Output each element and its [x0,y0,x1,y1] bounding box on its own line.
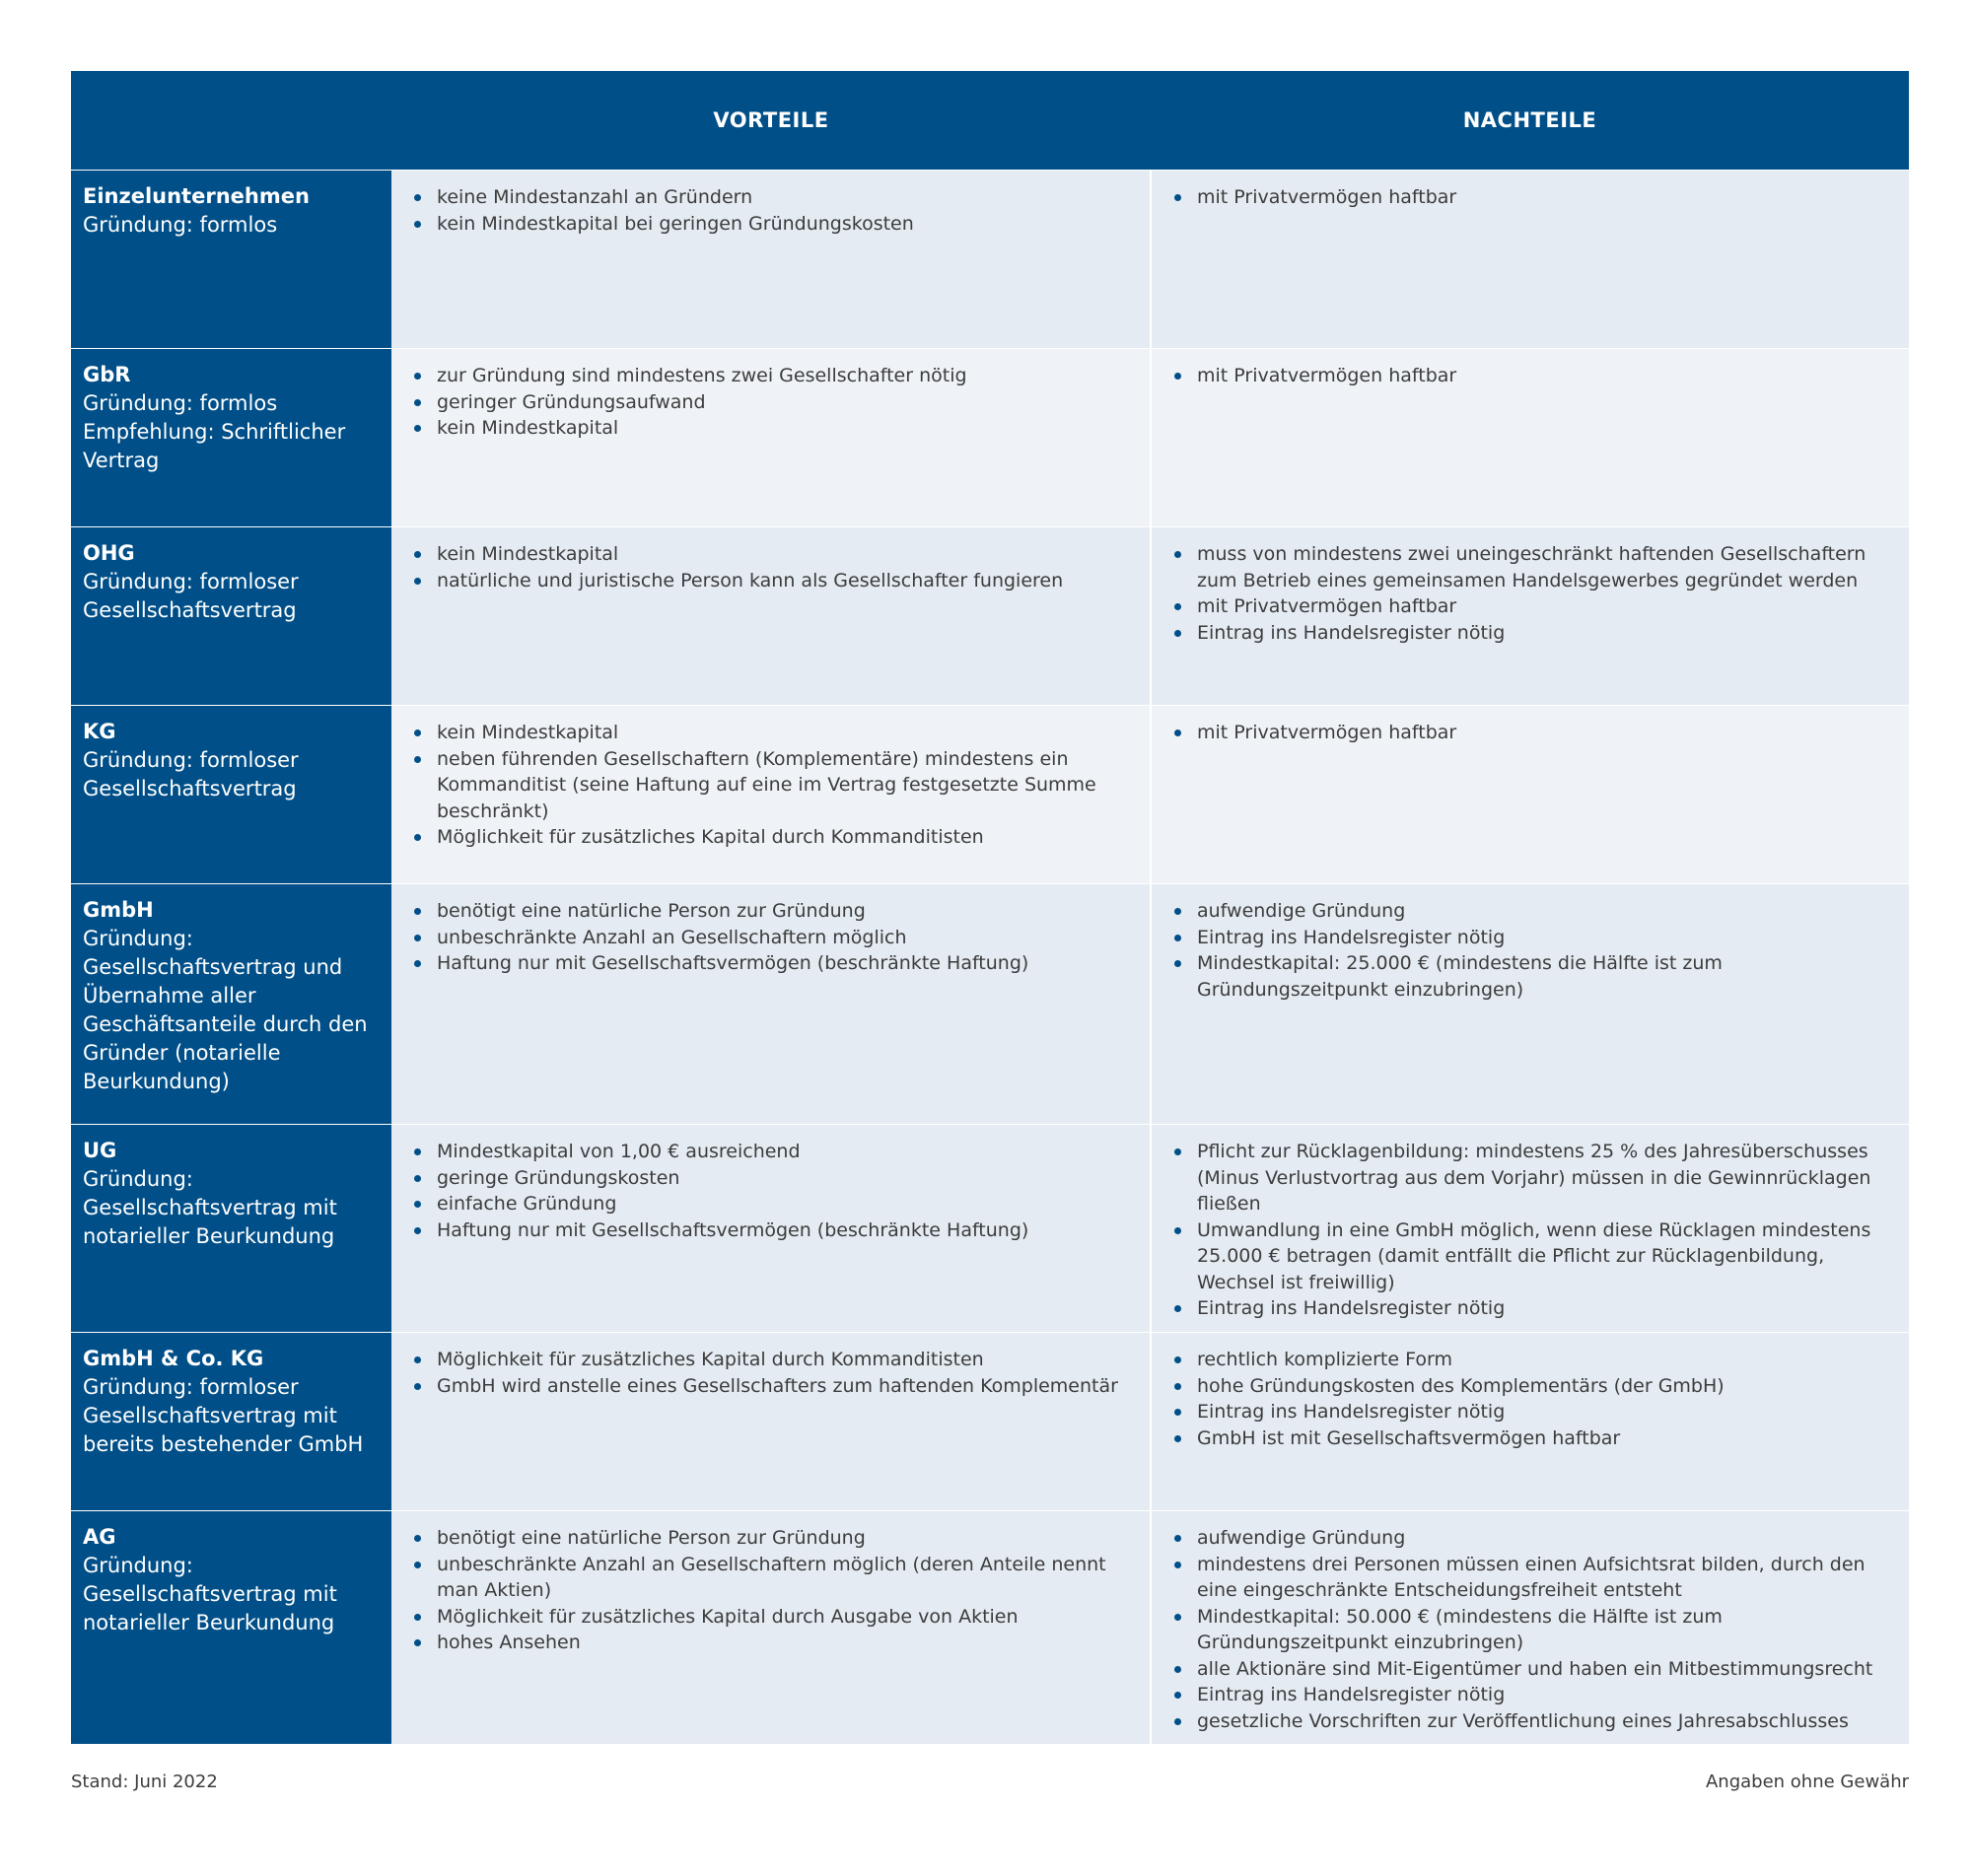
list-item: benötigt eine natürliche Person zur Gründung [411,1525,1132,1552]
table-header [71,71,1909,171]
cons-cell [1151,706,1909,884]
legal-form-name: Einzelunternehmen [83,184,310,208]
table-row [71,1511,1909,1744]
cons-list [1171,363,1891,389]
list-item: Eintrag ins Handelsregister nötig [1171,620,1891,647]
legal-form-description: Gründung: formloser Gesellschaftsvertrag [83,748,299,800]
legal-form-description: Gründung: Gesellschaftsvertrag mit notarieller Beurkundung [83,1554,337,1634]
list-item: Möglichkeit für zusätzliches Kapital durch Kommanditisten [411,1347,1132,1373]
legal-form-name: KG [83,720,116,743]
list-item: rechtlich komplizierte Form [1171,1347,1891,1373]
table-body [71,171,1909,1744]
list-item: GmbH ist mit Gesellschaftsvermögen haftbar [1171,1425,1891,1452]
legal-forms-comparison-table [71,71,1909,1744]
list-item: mit Privatvermögen haftbar [1171,363,1891,389]
cons-cell [1151,1333,1909,1511]
list-item: Eintrag ins Handelsregister nötig [1171,1682,1891,1708]
legal-form-cell [71,349,391,527]
legal-form-name: GmbH & Co. KG [83,1347,264,1370]
legal-form-description: Gründung: formlos Empfehlung: Schriftlicher Vertrag [83,391,346,472]
list-item: hohes Ansehen [411,1630,1132,1656]
legal-form-cell [71,171,391,349]
legal-form-name: GmbH [83,898,154,922]
list-item: geringer Gründungsaufwand [411,389,1132,416]
list-item: neben führenden Gesellschaftern (Komplementäre) mindestens ein Kommanditist (seine Haftung auf eine im Vertrag festgesetzte Summe beschränkt) [411,746,1132,825]
pros-list [411,720,1132,851]
legal-form-description: Gründung: Gesellschaftsvertrag mit notarieller Beurkundung [83,1167,337,1248]
list-item: hohe Gründungskosten des Komplementärs (der GmbH) [1171,1373,1891,1400]
list-item: Eintrag ins Handelsregister nötig [1171,925,1891,951]
pros-cell [391,706,1151,884]
list-item: benötigt eine natürliche Person zur Gründung [411,898,1132,925]
list-item: Möglichkeit für zusätzliches Kapital durch Ausgabe von Aktien [411,1604,1132,1631]
legal-form-name: UG [83,1139,117,1162]
table-row [71,706,1909,884]
list-item: Umwandlung in eine GmbH möglich, wenn diese Rücklagen mindestens 25.000 € betragen (damit entfällt die Pflicht zur Rücklagenbildung, Wechsel ist freiwillig) [1171,1217,1891,1296]
pros-cell [391,1125,1151,1333]
legal-form-name: GbR [83,363,131,386]
list-item: unbeschränkte Anzahl an Gesellschaftern möglich (deren Anteile nennt man Aktien) [411,1552,1132,1604]
pros-cell [391,884,1151,1125]
list-item: mit Privatvermögen haftbar [1171,184,1891,211]
pros-list [411,898,1132,977]
legal-form-cell [71,706,391,884]
list-item: alle Aktionäre sind Mit-Eigentümer und haben ein Mitbestimmungsrecht [1171,1656,1891,1683]
list-item: Mindestkapital: 25.000 € (mindestens die Hälfte ist zum Gründungszeitpunkt einzubringen) [1171,950,1891,1003]
pros-list [411,1139,1132,1243]
list-item: zur Gründung sind mindestens zwei Gesellschafter nötig [411,363,1132,389]
legal-form-description: Gründung: formloser Gesellschaftsvertrag mit bereits bestehender GmbH [83,1375,364,1456]
cons-cell [1151,349,1909,527]
list-item: Haftung nur mit Gesellschaftsvermögen (beschränkte Haftung) [411,950,1132,977]
cons-cell [1151,527,1909,706]
list-item: kein Mindestkapital [411,415,1132,442]
pros-cell [391,527,1151,706]
legal-form-cell [71,1511,391,1744]
legal-form-name: OHG [83,541,135,565]
pros-cell [391,171,1151,349]
cons-list [1171,184,1891,211]
cons-list [1171,1347,1891,1451]
pros-list [411,363,1132,442]
header-empty-cell [71,71,391,171]
legal-form-cell [71,1125,391,1333]
list-item: Eintrag ins Handelsregister nötig [1171,1295,1891,1322]
list-item: GmbH wird anstelle eines Gesellschafters zum haftenden Komplementär [411,1373,1132,1400]
pros-list [411,1347,1132,1399]
pros-list [411,184,1132,237]
list-item: geringe Gründungskosten [411,1165,1132,1192]
cons-cell [1151,1511,1909,1744]
pros-cell [391,1333,1151,1511]
list-item: aufwendige Gründung [1171,898,1891,925]
legal-form-cell [71,1333,391,1511]
legal-form-name: AG [83,1525,116,1549]
list-item: kein Mindestkapital [411,541,1132,568]
footer-date: Stand: Juni 2022 [71,1772,218,1792]
list-item: mindestens drei Personen müssen einen Aufsichtsrat bilden, durch den eine eingeschränkte Entscheidungsfreiheit entsteht [1171,1552,1891,1604]
list-item: unbeschränkte Anzahl an Gesellschaftern möglich [411,925,1132,951]
list-item: einfache Gründung [411,1191,1132,1217]
cons-cell [1151,884,1909,1125]
table-row [71,1333,1909,1511]
list-item: mit Privatvermögen haftbar [1171,593,1891,620]
list-item: keine Mindestanzahl an Gründern [411,184,1132,211]
legal-form-description: Gründung: Gesellschaftsvertrag und Übernahme aller Geschäftsanteile durch den Gründer (notarielle Beurkundung) [83,927,368,1093]
list-item: mit Privatvermögen haftbar [1171,720,1891,746]
list-item: Mindestkapital: 50.000 € (mindestens die Hälfte ist zum Gründungszeitpunkt einzubringen) [1171,1604,1891,1656]
pros-list [411,541,1132,593]
cons-list [1171,898,1891,1003]
list-item: Mindestkapital von 1,00 € ausreichend [411,1139,1132,1165]
legal-form-cell [71,527,391,706]
list-item: kein Mindestkapital bei geringen Gründungskosten [411,211,1132,238]
pros-cell [391,1511,1151,1744]
cons-list [1171,720,1891,746]
table-row [71,1125,1909,1333]
pros-list [411,1525,1132,1656]
header-vorteile: VORTEILE [391,71,1151,171]
cons-cell [1151,171,1909,349]
cons-list [1171,541,1891,646]
list-item: Haftung nur mit Gesellschaftsvermögen (beschränkte Haftung) [411,1217,1132,1244]
list-item: kein Mindestkapital [411,720,1132,746]
list-item: Eintrag ins Handelsregister nötig [1171,1399,1891,1425]
legal-form-cell [71,884,391,1125]
header-nachteile: NACHTEILE [1151,71,1909,171]
legal-form-description: Gründung: formlos [83,213,278,237]
comparison-table-container [71,71,1909,1744]
table-row [71,349,1909,527]
cons-list [1171,1139,1891,1322]
table-row [71,171,1909,349]
legal-form-description: Gründung: formloser Gesellschaftsvertrag [83,570,299,622]
list-item: aufwendige Gründung [1171,1525,1891,1552]
cons-cell [1151,1125,1909,1333]
table-row [71,884,1909,1125]
table-row [71,527,1909,706]
list-item: Möglichkeit für zusätzliches Kapital durch Kommanditisten [411,824,1132,851]
list-item: natürliche und juristische Person kann als Gesellschafter fungieren [411,568,1132,594]
footer-disclaimer: Angaben ohne Gewähr [1705,1772,1909,1792]
list-item: gesetzliche Vorschriften zur Veröffentlichung eines Jahresabschlusses [1171,1708,1891,1735]
list-item: muss von mindestens zwei uneingeschränkt haftenden Gesellschaftern zum Betrieb eines gemeinsamen Handelsgewerbes gegründet werden [1171,541,1891,593]
pros-cell [391,349,1151,527]
cons-list [1171,1525,1891,1734]
list-item: Pflicht zur Rücklagenbildung: mindestens 25 % des Jahresüberschusses (Minus Verlustvortrag aus dem Vorjahr) müssen in die Gewinnrücklagen fließen [1171,1139,1891,1217]
